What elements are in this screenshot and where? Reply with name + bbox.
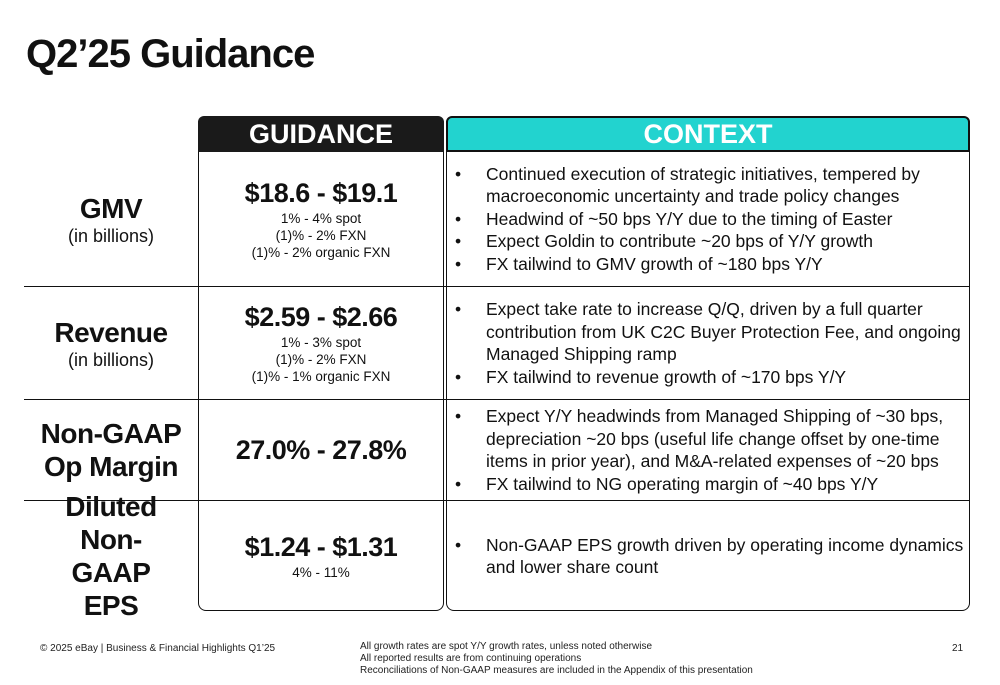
guidance-cell-eps [198, 501, 444, 611]
context-text: FX tailwind to NG operating margin of ~40 bps Y/Y [486, 473, 879, 494]
footer-notes [360, 641, 753, 677]
context-text: Non-GAAP EPS growth driven by operating income dynamics and lower share count [486, 534, 964, 577]
guidance-detail: (1)% - 2% FXN [275, 352, 367, 367]
row-label-gmv [24, 152, 198, 286]
guidance-cell-revenue [198, 287, 444, 399]
bullet-icon: • [455, 163, 462, 184]
metric-name: Diluted Non-GAAP EPS [65, 491, 157, 621]
context-bullet [448, 163, 968, 208]
guidance-detail: 4% - 11% [292, 565, 350, 580]
context-bullet [448, 253, 968, 276]
context-bullet [448, 230, 968, 253]
guidance-range: $2.59 - $2.66 [244, 302, 398, 332]
row-label-eps [24, 491, 198, 621]
context-text: FX tailwind to GMV growth of ~180 bps Y/Y [486, 253, 823, 274]
guidance-range: $18.6 - $19.1 [244, 178, 398, 208]
bullet-icon: • [455, 253, 462, 274]
bullet-icon: • [455, 534, 462, 555]
context-cell-gmv [448, 152, 968, 286]
footer-copyright: © 2025 eBay | Business & Financial Highlights Q1’25 [40, 643, 276, 654]
row-label-revenue [24, 287, 198, 399]
guidance-detail: (1)% - 2% FXN [275, 228, 367, 243]
context-text: Expect Goldin to contribute ~20 bps of Y/Y growth [486, 231, 874, 252]
context-cell-op-margin [448, 400, 968, 500]
context-bullet [448, 298, 968, 366]
metric-name: Non-GAAP Op Margin [40, 418, 182, 482]
guidance-detail: (1)% - 1% organic FXN [251, 369, 391, 384]
row-label-op-margin [24, 400, 198, 500]
context-header: CONTEXT [446, 116, 970, 152]
bullet-icon: • [455, 366, 462, 387]
guidance-cell-gmv [198, 152, 444, 286]
bullet-icon: • [455, 231, 462, 252]
guidance-detail: 1% - 4% spot [280, 211, 362, 226]
context-bullet [448, 534, 968, 579]
guidance-range: 27.0% - 27.8% [235, 434, 407, 465]
bullet-icon: • [455, 473, 462, 494]
context-bullet [448, 208, 968, 231]
footer-note: All growth rates are spot Y/Y growth rates, unless noted otherwise [360, 641, 653, 652]
metric-unit: (in billions) [67, 225, 155, 246]
footer-note: All reported results are from continuing operations [360, 653, 582, 664]
context-bullet [448, 405, 968, 473]
guidance-header: GUIDANCE [198, 116, 444, 152]
footer-note: Reconciliations of Non-GAAP measures are included in the Appendix of this presentation [360, 665, 753, 676]
bullet-icon: • [455, 406, 462, 426]
metric-name: GMV [79, 192, 143, 224]
page-title: Q2’25 Guidance [26, 32, 315, 76]
context-bullet [448, 366, 968, 389]
context-text: Expect take rate to increase Q/Q, driven by a full quarter contribution from UK C2C Buyer Protection Fee, and ongoing Managed Shipping ramp [486, 299, 961, 364]
page-number: 21 [952, 643, 964, 654]
guidance-detail: 1% - 3% spot [280, 335, 362, 350]
context-text: Headwind of ~50 bps Y/Y due to the timing of Easter [486, 208, 893, 229]
bullet-icon: • [455, 208, 462, 229]
context-text: Continued execution of strategic initiatives, tempered by macroeconomic uncertainty and trade policy changes [486, 163, 920, 207]
guidance-cell-op-margin [198, 400, 444, 500]
guidance-detail: (1)% - 2% organic FXN [251, 245, 391, 260]
guidance-range: $1.24 - $1.31 [244, 532, 398, 562]
context-cell-eps [448, 501, 968, 611]
context-cell-revenue [448, 287, 968, 399]
context-text: FX tailwind to revenue growth of ~170 bps Y/Y [486, 366, 847, 387]
metric-unit: (in billions) [67, 349, 155, 370]
context-bullet [448, 473, 968, 496]
bullet-icon: • [455, 299, 462, 319]
metric-name: Revenue [54, 316, 168, 348]
context-text: Expect Y/Y headwinds from Managed Shipping of ~30 bps, depreciation ~20 bps (useful life change offset by one-time items in prior year), and M&A-related expenses of ~20 bps [486, 406, 944, 471]
